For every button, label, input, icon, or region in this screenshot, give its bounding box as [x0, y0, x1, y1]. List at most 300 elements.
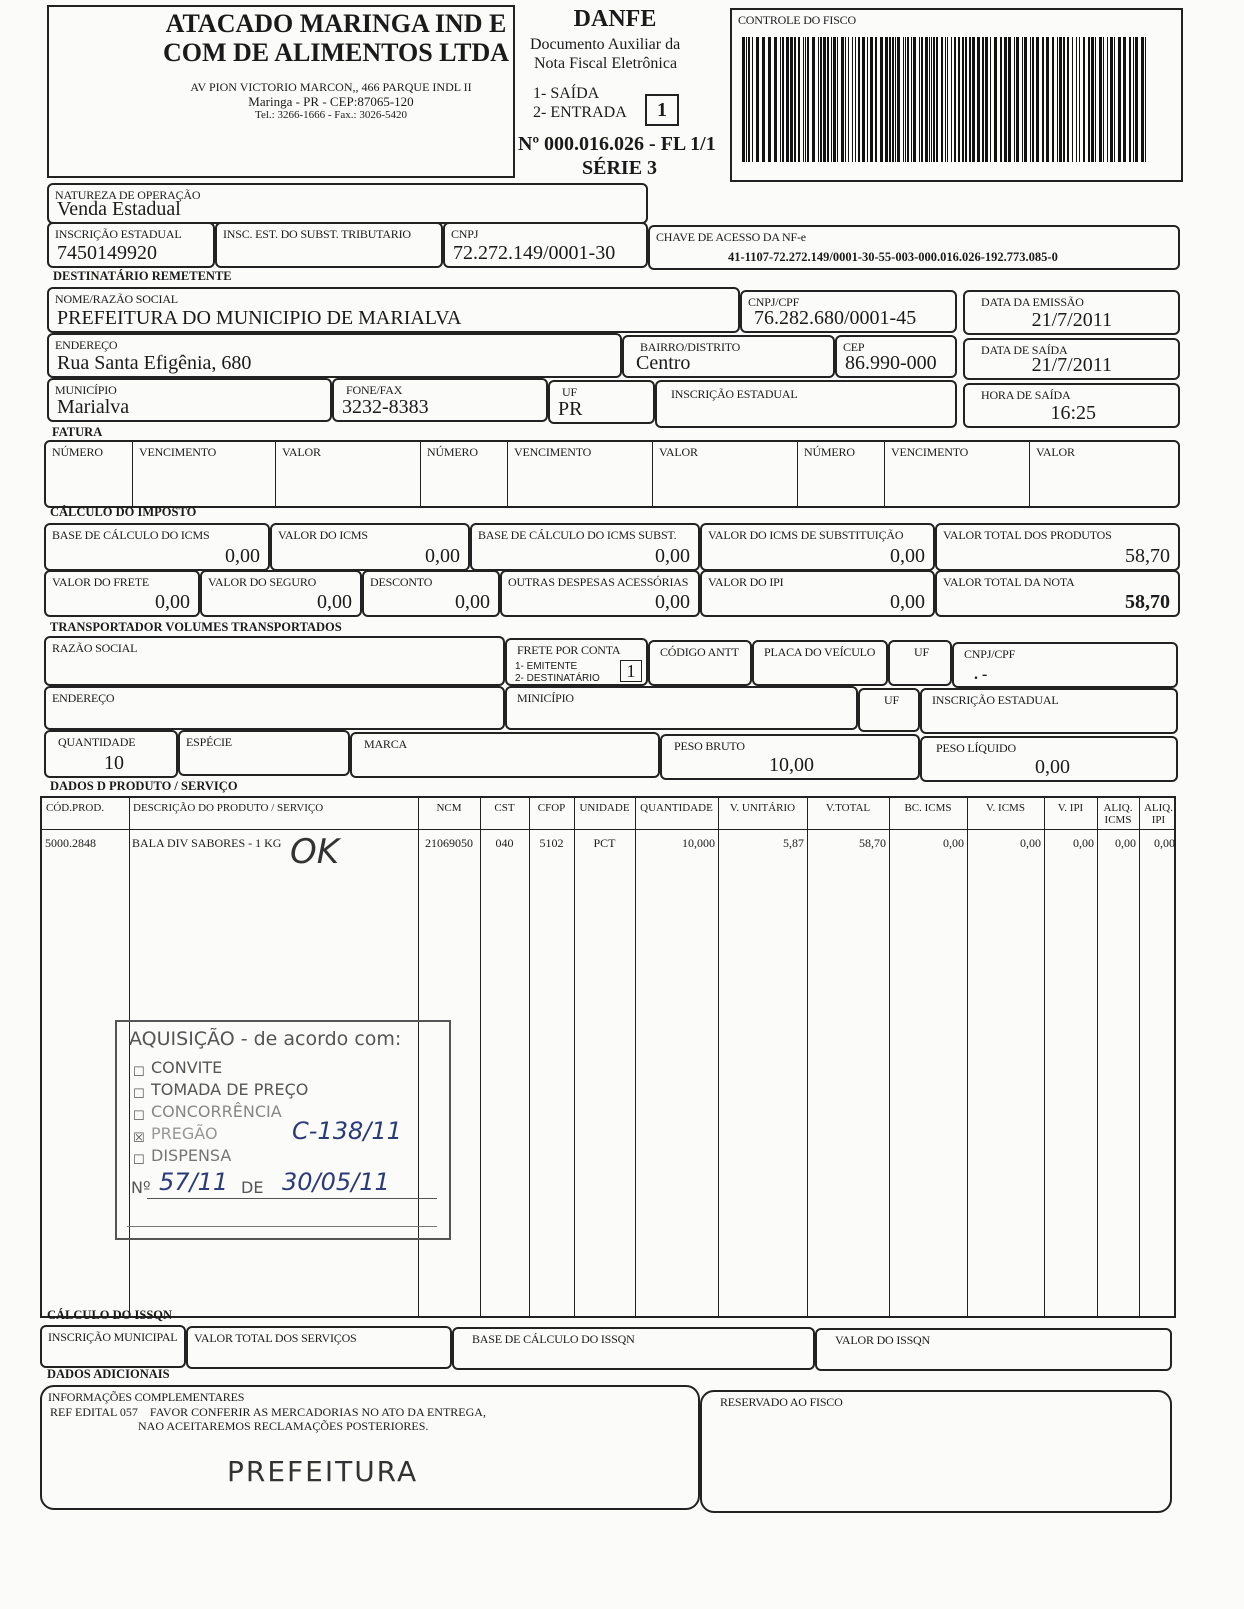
- cnpj-label: CNPJ: [451, 227, 479, 241]
- transp-end-label: ENDEREÇO: [52, 691, 115, 705]
- dest-cnpj-box: [740, 290, 957, 333]
- fatura-col-label: NÚMERO: [804, 445, 855, 459]
- danfe-sub-1: Documento Auxiliar da: [530, 36, 681, 53]
- natureza-label: NATUREZA DE OPERAÇÃO: [55, 188, 201, 202]
- imposto-value: 0,00: [455, 591, 490, 613]
- imposto-label: VALOR DO FRETE: [52, 575, 149, 589]
- table-cell: 21069050: [425, 836, 473, 850]
- barcode-bar: [954, 37, 956, 162]
- dest-hora-value: 16:25: [1050, 402, 1096, 424]
- barcode-bar: [848, 37, 849, 162]
- barcode-bar: [1004, 37, 1007, 162]
- dest-uf-value: PR: [558, 398, 583, 420]
- dest-end-box: [47, 333, 622, 378]
- imposto-value: 0,00: [155, 591, 190, 613]
- fatura-col-label: VALOR: [659, 445, 698, 459]
- handwritten-prefeitura: PREFEITURA: [227, 1455, 419, 1488]
- controle-fisco-box: [730, 8, 1183, 182]
- imposto-value: 0,00: [890, 545, 925, 567]
- table-cell: 10,000: [682, 836, 715, 850]
- transp-uf2-box: [858, 688, 920, 732]
- emitente-box: [47, 5, 515, 178]
- barcode-bar: [919, 37, 920, 162]
- transp-razao-label: RAZÃO SOCIAL: [52, 641, 138, 655]
- barcode-bar: [833, 37, 836, 162]
- table-col-divider: [807, 798, 808, 1316]
- issqn-label: INSCRIÇÃO MUNICIPAL: [48, 1330, 178, 1344]
- barcode-bar: [936, 37, 938, 162]
- fatura-col-label: VENCIMENTO: [139, 445, 217, 459]
- transp-antt-box: [648, 640, 752, 686]
- fatura-col: [797, 442, 884, 506]
- stamp-numero-handwritten: 57/11: [159, 1168, 229, 1196]
- imposto-field: [270, 523, 470, 571]
- stamp-checkboxes: ☐ ☐ ☐ ☒ ☐: [133, 1065, 145, 1168]
- table-cell: 0,00: [1115, 836, 1136, 850]
- barcode-bar: [1103, 37, 1104, 162]
- danfe-opt-entrada: 2- ENTRADA: [533, 104, 627, 121]
- dest-bairro-value: Centro: [636, 352, 691, 374]
- barcode-bar: [1088, 37, 1090, 162]
- imposto-label: BASE DE CÁLCULO DO ICMS: [52, 528, 210, 542]
- barcode-bar: [1016, 37, 1019, 162]
- fatura-col-label: NÚMERO: [427, 445, 478, 459]
- imposto-value: 58,70: [1125, 545, 1170, 567]
- transp-uf-box: [888, 640, 952, 686]
- transp-uf-label: UF: [914, 645, 929, 659]
- table-header-cell: CFOP: [537, 802, 566, 814]
- issqn-section: CÁLCULO DO ISSQN: [47, 1308, 173, 1322]
- barcode-bar: [1030, 37, 1031, 162]
- table-col-divider: [635, 798, 636, 1316]
- barcode-bar: [1072, 37, 1073, 162]
- table-cell: 58,70: [859, 836, 886, 850]
- dest-cep-value: 86.990-000: [845, 352, 937, 374]
- table-header-cell: UNIDADE: [579, 802, 630, 814]
- transp-mun-label: MINICÍPIO: [517, 691, 574, 705]
- imposto-label: VALOR DO SEGURO: [208, 575, 317, 589]
- emitente-address: AV PION VICTORIO MARCON,, 466 PARQUE INDL II: [190, 80, 472, 94]
- barcode-bar: [951, 37, 952, 162]
- fatura-col-label: VALOR: [1036, 445, 1075, 459]
- barcode-bar: [852, 37, 853, 162]
- table-cell: 0,00: [1154, 836, 1175, 850]
- barcode-bar: [969, 37, 971, 162]
- barcode-bar: [1014, 37, 1015, 162]
- info-line-2: NAO ACEITAREMOS RECLAMAÇÕES POSTERIORES.: [138, 1419, 429, 1433]
- natureza-box: [47, 183, 648, 224]
- barcode-bar: [1133, 37, 1134, 162]
- transp-pl-value: 0,00: [1035, 756, 1070, 778]
- table-header-cell: NCM: [436, 802, 462, 814]
- fatura-col: [420, 442, 507, 506]
- transp-frete-value: 1: [620, 660, 642, 682]
- barcode-bar: [903, 37, 904, 162]
- table-header-cell: V. UNITÁRIO: [729, 802, 796, 814]
- transp-qtd-box: [44, 730, 178, 778]
- fatura-col: [1029, 442, 1182, 506]
- table-header-cell: ALIQ. IPI: [1143, 802, 1174, 826]
- fatura-col: [507, 442, 652, 506]
- barcode-bar: [748, 37, 750, 162]
- barcode-bar: [885, 37, 888, 162]
- cnpj-value: 72.272.149/0001-30: [453, 242, 616, 264]
- dest-emissao-value: 21/7/2011: [1031, 309, 1112, 331]
- barcode-bar: [1110, 37, 1113, 162]
- dest-uf-label: UF: [562, 385, 577, 399]
- table-col-divider: [889, 798, 890, 1316]
- barcode-bar: [982, 37, 984, 162]
- barcode-bar: [1099, 37, 1102, 162]
- barcode: [742, 37, 1152, 162]
- barcode-bar: [905, 37, 906, 162]
- transp-frete-label: FRETE POR CONTA: [517, 643, 621, 657]
- barcode-bar: [786, 37, 789, 162]
- dest-fone-box: [332, 378, 548, 422]
- table-cell: 5000.2848: [45, 836, 96, 850]
- imposto-field: [200, 570, 362, 617]
- stamp-line-2: [127, 1226, 437, 1227]
- barcode-bar: [931, 37, 932, 162]
- dest-hora-box: [963, 383, 1180, 428]
- dest-mun-value: Marialva: [57, 396, 130, 418]
- emitente-phone: Tel.: 3266-1666 - Fax.: 3026-5420: [255, 109, 407, 121]
- barcode-bar: [867, 37, 868, 162]
- produtos-section: DADOS D PRODUTO / SERVIÇO: [50, 779, 238, 793]
- imposto-value: 0,00: [655, 591, 690, 613]
- barcode-bar: [1091, 37, 1094, 162]
- barcode-bar: [1129, 37, 1131, 162]
- barcode-bar: [892, 37, 894, 162]
- table-header-cell: V.TOTAL: [825, 802, 871, 814]
- barcode-bar: [1118, 37, 1121, 162]
- dest-bairro-label: BAIRRO/DISTRITO: [640, 340, 741, 354]
- barcode-bar: [1141, 37, 1144, 162]
- barcode-bar: [965, 37, 967, 162]
- table-header-cell: DESCRIÇÃO DO PRODUTO / SERVIÇO: [133, 802, 324, 814]
- transp-marca-box: [350, 732, 660, 778]
- barcode-bar: [812, 37, 815, 162]
- barcode-bar: [977, 37, 980, 162]
- barcode-bar: [1057, 37, 1058, 162]
- fatura-col: [132, 442, 275, 506]
- fatura-col-label: VALOR: [282, 445, 321, 459]
- barcode-bar: [774, 37, 777, 162]
- fatura-box: [44, 440, 1180, 508]
- barcode-bar: [762, 37, 765, 162]
- transp-end-box: [44, 686, 505, 730]
- imposto-section: CÁLCULO DO IMPOSTO: [50, 505, 197, 519]
- table-header-cell: ALIQ. ICMS: [1103, 802, 1133, 826]
- barcode-bar: [803, 37, 804, 162]
- stamp-opt-pregao: PREGÃO: [151, 1124, 218, 1143]
- table-col-divider: [1044, 798, 1045, 1316]
- transp-placa-box: [752, 640, 888, 686]
- barcode-bar: [818, 37, 819, 162]
- barcode-bar: [1032, 37, 1034, 162]
- barcode-bar: [947, 37, 948, 162]
- fatura-col: [46, 442, 132, 506]
- barcode-bar: [972, 37, 975, 162]
- stamp-no-label: Nº: [131, 1178, 151, 1197]
- table-col-divider: [718, 798, 719, 1316]
- barcode-bar: [880, 37, 883, 162]
- barcode-bar: [752, 37, 753, 162]
- dest-mun-label: MUNICÍPIO: [55, 383, 117, 397]
- imposto-value: 0,00: [317, 591, 352, 613]
- imposto-field: [935, 523, 1180, 571]
- issqn-field: [40, 1325, 186, 1368]
- info-complementares-box: [40, 1385, 700, 1510]
- ie-subst-box: [215, 222, 443, 268]
- barcode-bar: [807, 37, 809, 162]
- fatura-col: [884, 442, 1029, 506]
- table-header-cell: V. IPI: [1057, 802, 1084, 814]
- transp-section: TRANSPORTADOR VOLUMES TRANSPORTADOS: [50, 620, 342, 634]
- chave-label: CHAVE DE ACESSO DA NF-e: [656, 230, 806, 244]
- table-header-cell: CST: [494, 802, 515, 814]
- dest-saida-value: 21/7/2011: [1031, 354, 1112, 376]
- transp-qtd-value: 10: [104, 752, 124, 774]
- barcode-bar: [958, 37, 960, 162]
- barcode-bar: [1052, 37, 1054, 162]
- barcode-bar: [921, 37, 923, 162]
- imposto-label: OUTRAS DESPESAS ACESSÓRIAS: [508, 575, 689, 589]
- barcode-bar: [1083, 37, 1085, 162]
- danfe-title: DANFE: [573, 6, 657, 32]
- dest-uf-box: [548, 380, 655, 424]
- stamp-date-handwritten: 30/05/11: [282, 1168, 390, 1196]
- imposto-field: [44, 523, 270, 571]
- barcode-bar: [907, 37, 909, 162]
- dest-saida-label: DATA DE SAÍDA: [981, 343, 1068, 357]
- danfe-serie: SÉRIE 3: [582, 157, 658, 179]
- table-col-divider: [1097, 798, 1098, 1316]
- danfe-opt-saida: 1- SAÍDA: [533, 85, 600, 102]
- barcode-bar: [895, 37, 896, 162]
- barcode-bar: [1036, 37, 1039, 162]
- dest-ie-box: [655, 380, 957, 428]
- issqn-label: VALOR TOTAL DOS SERVIÇOS: [194, 1331, 357, 1345]
- info-line-1: REF EDITAL 057 FAVOR CONFERIR AS MERCADORIAS NO ATO DA ENTREGA,: [50, 1405, 486, 1419]
- barcode-bar: [1046, 37, 1049, 162]
- barcode-bar: [1000, 37, 1002, 162]
- dest-bairro-box: [622, 335, 835, 378]
- transp-ie-box: [920, 688, 1178, 734]
- barcode-bar: [1042, 37, 1044, 162]
- barcode-bar: [1067, 37, 1069, 162]
- danfe-sub-2: Nota Fiscal Eletrônica: [534, 55, 678, 72]
- barcode-bar: [858, 37, 860, 162]
- transp-cnpj-box: [952, 642, 1178, 688]
- table-cell: BALA DIV SABORES - 1 KG: [132, 836, 282, 850]
- table-cell: 0,00: [943, 836, 964, 850]
- barcode-bar: [798, 37, 800, 162]
- barcode-bar: [870, 37, 873, 162]
- barcode-bar: [1059, 37, 1062, 162]
- imposto-value: 0,00: [425, 545, 460, 567]
- table-col-divider: [1139, 798, 1140, 1316]
- transp-pb-label: PESO BRUTO: [674, 739, 745, 753]
- transp-pl-label: PESO LÍQUIDO: [936, 741, 1016, 755]
- barcode-bar: [742, 37, 745, 162]
- transp-antt-label: CÓDIGO ANTT: [660, 645, 739, 659]
- imposto-field: [700, 570, 935, 617]
- issqn-label: BASE DE CÁLCULO DO ISSQN: [472, 1332, 635, 1346]
- barcode-bar: [746, 37, 747, 162]
- imposto-label: DESCONTO: [370, 575, 433, 589]
- stamp-opt-tomada: TOMADA DE PREÇO: [151, 1080, 309, 1099]
- dest-cep-label: CEP: [843, 340, 865, 354]
- barcode-bar: [790, 37, 793, 162]
- barcode-bar: [827, 37, 829, 162]
- issqn-field: [815, 1328, 1172, 1371]
- barcode-bar: [913, 37, 916, 162]
- issqn-label: VALOR DO ISSQN: [835, 1333, 930, 1347]
- imposto-value: 0,00: [890, 591, 925, 613]
- dest-section: DESTINATÁRIO REMETENTE: [53, 269, 232, 283]
- barcode-bar: [933, 37, 935, 162]
- barcode-bar: [1145, 37, 1146, 162]
- ie-label: INSCRIÇÃO ESTADUAL: [55, 227, 182, 241]
- barcode-bar: [768, 37, 771, 162]
- fatura-col-label: NÚMERO: [52, 445, 103, 459]
- imposto-field: [935, 570, 1180, 617]
- dest-cnpj-label: CNPJ/CPF: [748, 295, 800, 309]
- table-cell: 5,87: [783, 836, 804, 850]
- table-header-cell: QUANTIDADE: [640, 802, 713, 814]
- transp-pl-box: [920, 736, 1178, 782]
- table-cell: 0,00: [1073, 836, 1094, 850]
- barcode-bar: [820, 37, 822, 162]
- barcode-bar: [897, 37, 900, 162]
- transp-uf2-label: UF: [884, 693, 899, 707]
- barcode-bar: [1107, 37, 1108, 162]
- adicionais-section: DADOS ADICIONAIS: [47, 1367, 170, 1381]
- barcode-bar: [1063, 37, 1065, 162]
- imposto-label: VALOR DO ICMS DE SUBSTITUIÇÃO: [708, 528, 904, 542]
- imposto-value: 58,70: [1125, 591, 1170, 613]
- emitente-city: Maringa - PR - CEP:87065-120: [248, 94, 414, 109]
- barcode-bar: [1095, 37, 1096, 162]
- barcode-bar: [1123, 37, 1126, 162]
- stamp-processo-handwritten: C-138/11: [292, 1117, 402, 1145]
- danfe-numero: Nº 000.016.026 - FL 1/1: [518, 133, 716, 155]
- fatura-col: [275, 442, 420, 506]
- barcode-bar: [831, 37, 832, 162]
- barcode-bar: [841, 37, 844, 162]
- stamp-line: [147, 1198, 437, 1199]
- barcode-bar: [845, 37, 846, 162]
- dest-end-value: Rua Santa Efigênia, 680: [57, 352, 252, 374]
- transp-pb-box: [660, 734, 920, 780]
- barcode-bar: [855, 37, 856, 162]
- barcode-bar: [994, 37, 997, 162]
- transp-cnpj-label: CNPJ/CPF: [964, 647, 1016, 661]
- handwritten-ok: OK: [290, 832, 340, 872]
- ie-value: 7450149920: [57, 242, 157, 264]
- table-header-divider: [42, 829, 1174, 830]
- barcode-bar: [911, 37, 912, 162]
- transp-qtd-label: QUANTIDADE: [58, 735, 136, 749]
- barcode-bar: [875, 37, 877, 162]
- dest-nome-value: PREFEITURA DO MUNICIPIO DE MARIALVA: [57, 307, 462, 329]
- stamp-title: AQUISIÇÃO - de acordo com:: [129, 1028, 402, 1050]
- transp-placa-label: PLACA DO VEÍCULO: [764, 645, 876, 659]
- imposto-value: 0,00: [225, 545, 260, 567]
- dest-fone-label: FONE/FAX: [346, 383, 403, 397]
- table-col-divider: [529, 798, 530, 1316]
- barcode-bar: [925, 37, 928, 162]
- dest-hora-label: HORA DE SAÍDA: [981, 388, 1071, 402]
- transp-cnpj-value: . -: [974, 666, 988, 683]
- barcode-bar: [1008, 37, 1011, 162]
- stamp-de-label: DE: [241, 1178, 264, 1197]
- table-cell: 0,00: [1020, 836, 1041, 850]
- issqn-field: [186, 1326, 452, 1369]
- cnpj-box: [443, 222, 648, 268]
- ie-subst-label: INSC. EST. DO SUBST. TRIBUTARIO: [223, 227, 411, 241]
- dest-emissao-box: [963, 290, 1180, 335]
- barcode-bar: [780, 37, 781, 162]
- table-cell: 040: [495, 836, 514, 850]
- dest-mun-box: [47, 378, 332, 422]
- controle-fisco-label: CONTROLE DO FISCO: [738, 13, 856, 27]
- danfe-tipo-box: 1: [645, 94, 679, 126]
- barcode-bar: [805, 37, 806, 162]
- barcode-bar: [782, 37, 784, 162]
- stamp-opt-concorrencia: CONCORRÊNCIA: [151, 1102, 282, 1121]
- table-header-cell: V. ICMS: [986, 802, 1025, 814]
- chave-value: 41-1107-72.272.149/0001-30-55-003-000.016.026-192.773.085-0: [728, 250, 1058, 264]
- emitente-name-2: COM DE ALIMENTOS LTDA: [162, 38, 510, 67]
- barcode-bar: [1024, 37, 1027, 162]
- imposto-label: BASE DE CÁLCULO DO ICMS SUBST.: [478, 528, 677, 542]
- dest-end-label: ENDEREÇO: [55, 338, 118, 352]
- barcode-bar: [1079, 37, 1080, 162]
- dest-fone-value: 3232-8383: [342, 396, 429, 418]
- imposto-field: [44, 570, 200, 617]
- barcode-bar: [794, 37, 796, 162]
- imposto-label: VALOR TOTAL DA NOTA: [943, 575, 1075, 589]
- barcode-bar: [889, 37, 891, 162]
- dest-nome-box: [47, 287, 740, 333]
- emitente-name-1: ATACADO MARINGA IND E: [165, 9, 507, 38]
- table-header-cell: BC. ICMS: [904, 802, 952, 814]
- barcode-bar: [1135, 37, 1138, 162]
- transp-esp-box: [178, 730, 350, 776]
- reservado-fisco-label: RESERVADO AO FISCO: [720, 1395, 843, 1409]
- barcode-bar: [945, 37, 946, 162]
- barcode-bar: [941, 37, 943, 162]
- barcode-bar: [985, 37, 988, 162]
- transp-frete-opt2: 2- DESTINATÁRIO: [515, 673, 600, 684]
- imposto-field: [362, 570, 500, 617]
- transp-razao-box: [44, 636, 505, 686]
- dest-ie-label: INSCRIÇÃO ESTADUAL: [671, 387, 798, 401]
- imposto-field: [500, 570, 700, 617]
- dest-emissao-label: DATA DA EMISSÃO: [981, 295, 1084, 309]
- barcode-bar: [929, 37, 930, 162]
- table-col-divider: [967, 798, 968, 1316]
- dest-nome-label: NOME/RAZÃO SOCIAL: [55, 292, 178, 306]
- imposto-value: 0,00: [655, 545, 690, 567]
- imposto-field: [470, 523, 700, 571]
- barcode-bar: [823, 37, 826, 162]
- barcode-bar: [756, 37, 759, 162]
- imposto-field: [700, 523, 935, 571]
- stamp-opt-dispensa: DISPENSA: [151, 1146, 232, 1165]
